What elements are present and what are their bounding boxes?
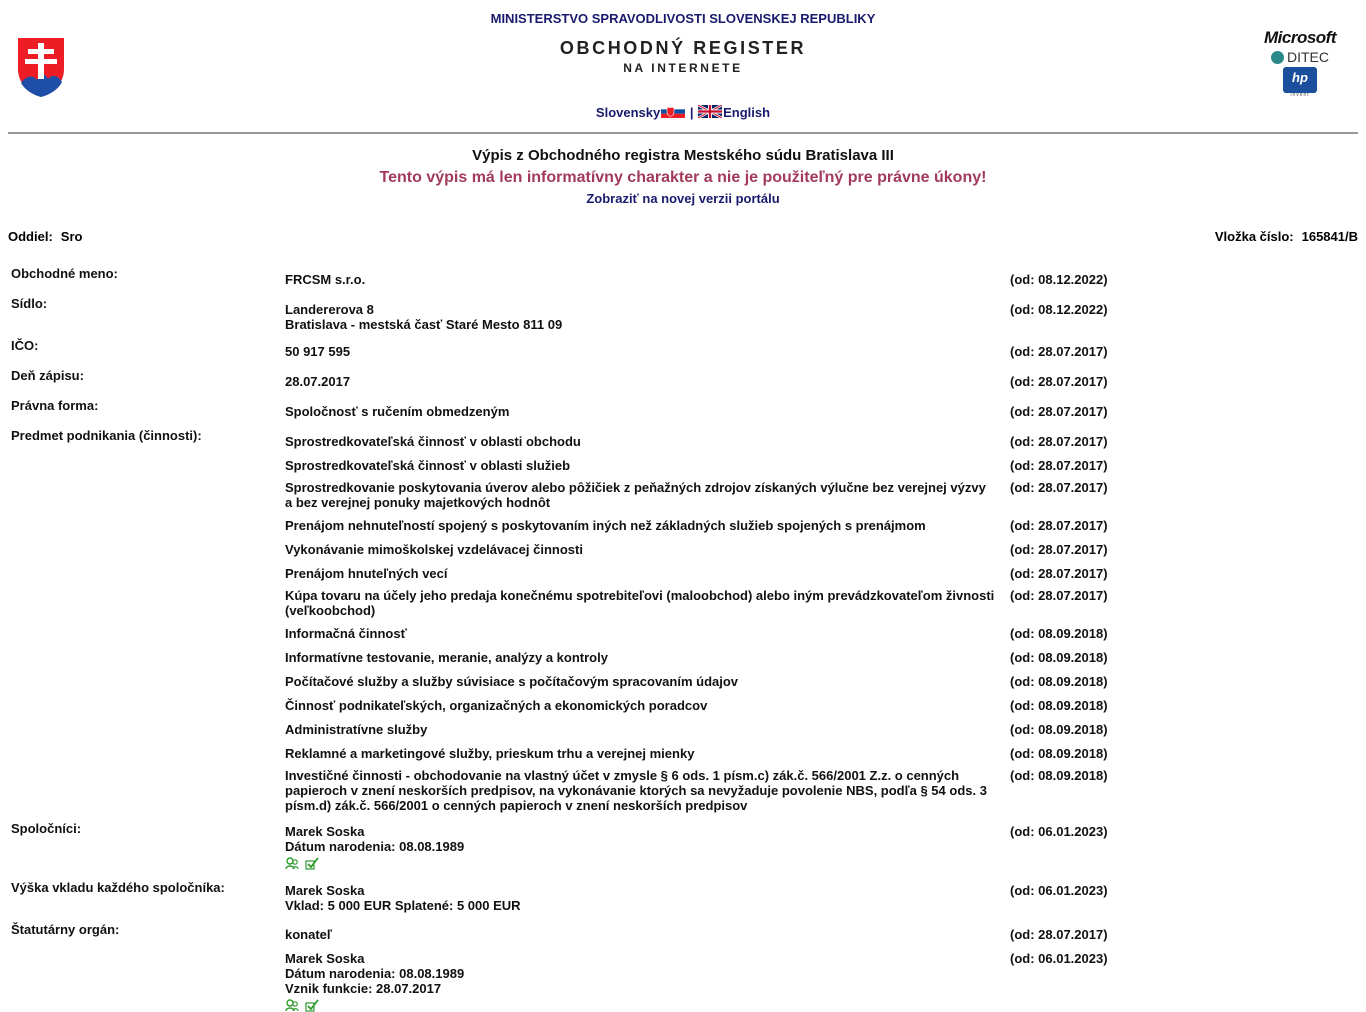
entry-value	[285, 518, 995, 533]
entry-value	[285, 768, 995, 813]
entry-valid-from: (od: 08.09.2018)	[1010, 674, 1108, 689]
entry-valid-from: (od: 08.09.2018)	[1010, 722, 1108, 737]
entry-valid-from: (od: 28.07.2017)	[1010, 458, 1108, 473]
page-header	[0, 0, 1366, 128]
register-title: OBCHODNÝ REGISTER	[559, 38, 807, 58]
entry-value-line: Bratislava - mestská časť Staré Mesto 811 09	[285, 317, 563, 332]
entry-valid-from: (od: 08.12.2022)	[1010, 272, 1108, 287]
entry-value-line: Prenájom nehnuteľností spojený s poskytovaním iných než základných služieb spojených s prenájmom	[285, 518, 926, 533]
section-label: Spoločníci:	[11, 821, 82, 836]
uk-flag-icon	[698, 105, 722, 118]
entry-value-line: Marek Soska	[285, 883, 365, 898]
entry-value-line: Činnosť podnikateľských, organizačných a ekonomických poradcov	[285, 698, 708, 713]
entry-value-line: Kúpa tovaru na účely jeho predaja konečnému spotrebiteľovi (maloobchod) alebo iným prevádzkovateľom živnosti (veľkoobchod)	[285, 588, 995, 618]
verified-check-icon[interactable]	[305, 857, 319, 870]
entry-value-line: Prenájom hnuteľných vecí	[285, 566, 448, 581]
lang-slovak-label: Slovensky	[595, 105, 661, 120]
entry-value	[285, 434, 995, 449]
entry-valid-from: (od: 08.12.2022)	[1010, 302, 1108, 317]
entry-value-line: Marek Soska	[285, 824, 365, 839]
section-label: Výška vkladu každého spoločníka:	[11, 880, 225, 895]
entry-value-line: Sprostredkovateľská činnosť v oblasti služieb	[285, 458, 571, 473]
entry-value-line: Investičné činnosti - obchodovanie na vlastný účet v zmysle § 6 ods. 1 písm.c) zák.č. 566/2001 Z.z. o cenných papieroch v znení neskorších predpisov, na vykonávanie ktorých sa nevyžaduje povolenie NBS, podľa § 54 ods. 3 písm.d) zák.č. 566/2001 o cenných papieroch v znení neskorších predpisov	[285, 768, 987, 813]
hp-logo: hp	[1283, 67, 1317, 93]
entry-valid-from: (od: 08.09.2018)	[1010, 626, 1108, 641]
new-version-row	[0, 191, 1366, 206]
vlozka-label: Vložka číslo:	[1214, 229, 1294, 244]
entry-icons	[285, 997, 995, 1012]
ditec-logo-text: DITEC	[1287, 49, 1329, 65]
entry-value-line: Vznik funkcie: 28.07.2017	[285, 981, 442, 996]
entry-valid-from: (od: 08.09.2018)	[1010, 746, 1108, 761]
header-divider	[8, 132, 1358, 134]
oddiel-label: Oddiel:	[8, 229, 53, 244]
entry-value	[285, 542, 995, 557]
entry-value-line: Informatívne testovanie, meranie, analýzy a kontroly	[285, 650, 608, 665]
entry-value-line: Počítačové služby a služby súvisiace s počítačovým spracovaním údajov	[285, 674, 739, 689]
entry-value	[285, 344, 995, 359]
entry-valid-from: (od: 06.01.2023)	[1010, 951, 1108, 966]
entry-value-line: 50 917 595	[285, 344, 351, 359]
entry-value-line: Dátum narodenia: 08.08.1989	[285, 839, 465, 854]
entry-value	[285, 746, 995, 761]
entry-valid-from: (od: 28.07.2017)	[1010, 374, 1108, 389]
entry-valid-from: (od: 28.07.2017)	[1010, 588, 1108, 603]
entry-valid-from: (od: 08.09.2018)	[1010, 650, 1108, 665]
entry-value-line: Landererova 8	[285, 302, 374, 317]
entry-value-line: 28.07.2017	[285, 374, 351, 389]
entry-valid-from: (od: 08.09.2018)	[1010, 698, 1108, 713]
entry-value	[285, 650, 995, 665]
section-label: Právna forma:	[11, 398, 99, 413]
entry-value	[285, 674, 995, 689]
entry-value	[285, 458, 995, 473]
lang-separator: |	[689, 105, 694, 120]
entry-value	[285, 698, 995, 713]
entry-value-line: FRCSM s.r.o.	[285, 272, 366, 287]
entry-value-line: konateľ	[285, 927, 332, 942]
entry-value-line: Dátum narodenia: 08.08.1989	[285, 966, 465, 981]
new-portal-link[interactable]: Zobraziť na novej verzii portálu	[586, 191, 780, 206]
entry-valid-from: (od: 28.07.2017)	[1010, 566, 1108, 581]
entry-value-line: Informačná činnosť	[285, 626, 407, 641]
entry-value	[285, 626, 995, 641]
entry-value-line: Reklamné a marketingové služby, prieskum trhu a verejnej mienky	[285, 746, 695, 761]
entry-valid-from: (od: 28.07.2017)	[1010, 518, 1108, 533]
section-label: Deň zápisu:	[11, 368, 84, 383]
entry-value	[285, 951, 995, 1012]
person-search-icon[interactable]	[285, 999, 299, 1012]
entry-value	[285, 302, 995, 332]
microsoft-logo: Microsoft	[1264, 28, 1336, 47]
entry-value-line: Administratívne služby	[285, 722, 428, 737]
verified-check-icon[interactable]	[305, 999, 319, 1012]
language-switcher	[0, 105, 1366, 120]
entry-value	[285, 404, 995, 419]
entry-valid-from: (od: 28.07.2017)	[1010, 927, 1108, 942]
lang-slovak-link[interactable]	[596, 105, 686, 120]
entry-value	[285, 272, 995, 287]
entry-valid-from: (od: 28.07.2017)	[1010, 480, 1108, 495]
entry-value-line: Marek Soska	[285, 951, 365, 966]
entry-value	[285, 722, 995, 737]
section-label: Predmet podnikania (činnosti):	[11, 428, 202, 443]
ministry-name: MINISTERSTVO SPRAVODLIVOSTI SLOVENSKEJ REPUBLIKY	[490, 11, 876, 26]
entry-valid-from: (od: 28.07.2017)	[1010, 344, 1108, 359]
entry-value-line: Vklad: 5 000 EUR Splatené: 5 000 EUR	[285, 898, 521, 913]
entry-value-line: Sprostredkovateľská činnosť v oblasti obchodu	[285, 434, 581, 449]
hp-logo-tagline: invent	[1290, 92, 1310, 98]
entry-valid-from: (od: 28.07.2017)	[1010, 434, 1108, 449]
entry-value	[285, 824, 995, 870]
section-label: IČO:	[11, 338, 39, 353]
entry-icons	[285, 855, 995, 870]
section-label: Sídlo:	[11, 296, 48, 311]
entry-value	[285, 480, 995, 510]
entry-valid-from: (od: 28.07.2017)	[1010, 542, 1108, 557]
extract-title: Výpis z Obchodného registra Mestského súdu Bratislava III	[472, 147, 894, 164]
register-subtitle: NA INTERNETE	[623, 61, 743, 75]
entry-value-line: Vykonávanie mimoškolskej vzdelávacej činnosti	[285, 542, 583, 557]
section-label: Obchodné meno:	[11, 266, 118, 281]
entry-value	[285, 374, 995, 389]
entry-value	[285, 883, 995, 913]
section-label: Štatutárny orgán:	[11, 922, 120, 937]
entry-value-line: Spoločnosť s ručením obmedzeným	[285, 404, 510, 419]
insert-number	[1215, 229, 1358, 244]
informative-warning: Tento výpis má len informatívny charakter a nie je použiteľný pre právne úkony!	[379, 169, 987, 186]
entry-valid-from: (od: 06.01.2023)	[1010, 883, 1108, 898]
entry-valid-from: (od: 06.01.2023)	[1010, 824, 1108, 839]
entry-valid-from: (od: 28.07.2017)	[1010, 404, 1108, 419]
entry-value	[285, 927, 995, 942]
entry-value-line: Sprostredkovanie poskytovania úverov alebo pôžičiek z peňažných zdrojov získaných výlučne bez verejnej výzvy a bez verejnej ponuky majetkových hodnôt	[285, 480, 986, 510]
oddiel-value: Sro	[60, 229, 83, 244]
person-search-icon[interactable]	[285, 857, 299, 870]
sponsor-logos	[1252, 28, 1348, 98]
entry-value	[285, 588, 995, 618]
slovak-flag-icon	[661, 105, 685, 118]
entry-value	[285, 566, 995, 581]
section-oddiel	[8, 229, 82, 244]
lang-english-label: English	[723, 105, 771, 120]
vlozka-value: 165841/B	[1301, 229, 1358, 244]
lang-english-link[interactable]	[697, 105, 770, 120]
ditec-logo	[1252, 49, 1348, 65]
ditec-globe-icon	[1271, 51, 1284, 64]
entry-valid-from: (od: 08.09.2018)	[1010, 768, 1108, 783]
